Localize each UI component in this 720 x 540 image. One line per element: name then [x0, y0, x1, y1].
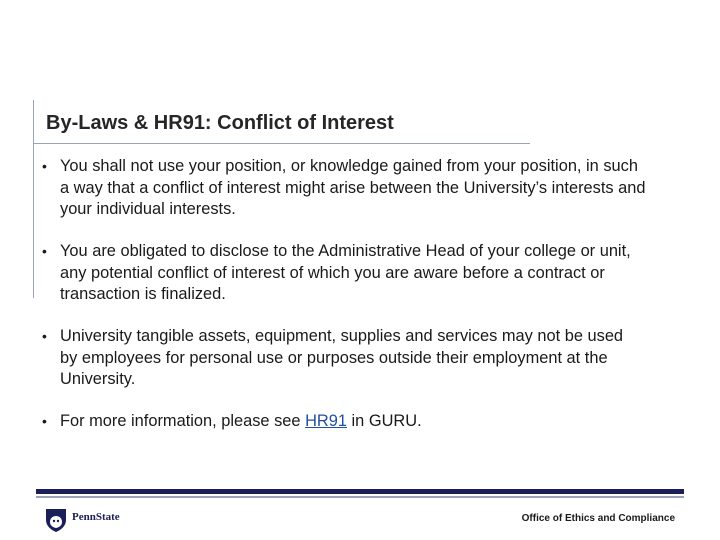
- bullet-line: a way that a conflict of interest might arise between the University’s interests and: [60, 178, 646, 197]
- bullet-item-disclosure: [42, 241, 707, 306]
- more-info-suffix: in GURU.: [346, 412, 422, 430]
- bullet-item-use-of-position: [42, 156, 707, 221]
- bullet-dot: •: [42, 243, 47, 259]
- penn-state-shield-icon: [44, 507, 68, 538]
- hr91-link[interactable]: HR91: [305, 412, 347, 430]
- more-info-prefix: For more information, please see: [60, 412, 306, 430]
- bullet-line: University tangible assets, equipment, supplies and services may not be used: [60, 327, 624, 345]
- bullet-dot: •: [42, 328, 47, 344]
- bullet-line: by employees for personal use or purposes outside their employment at the: [60, 348, 608, 367]
- bullet-line: your individual interests.: [60, 200, 236, 218]
- footer-rule: [36, 496, 684, 498]
- bullet-item-more-information: [42, 411, 707, 433]
- slide-title: By-Laws & HR91: Conflict of Interest: [46, 112, 394, 134]
- title-divider: [33, 143, 530, 144]
- bullet-dot: •: [42, 413, 47, 429]
- left-accent-line: [33, 100, 34, 298]
- bullet-line: University.: [60, 370, 136, 388]
- penn-state-wordmark: PennState: [72, 511, 120, 523]
- office-name: Office of Ethics and Compliance: [521, 513, 675, 524]
- footer-bar: [36, 489, 684, 494]
- bullet-line: You shall not use your position, or knowledge gained from your position, in such: [60, 157, 638, 175]
- bullet-line: any potential conflict of interest of which you are aware before a contract or: [60, 263, 605, 282]
- bullet-line: transaction is finalized.: [60, 285, 226, 303]
- bullet-item-university-assets: [42, 326, 707, 391]
- bullet-dot: •: [42, 158, 47, 174]
- bullet-line: You are obligated to disclose to the Administrative Head of your college or unit,: [60, 242, 631, 260]
